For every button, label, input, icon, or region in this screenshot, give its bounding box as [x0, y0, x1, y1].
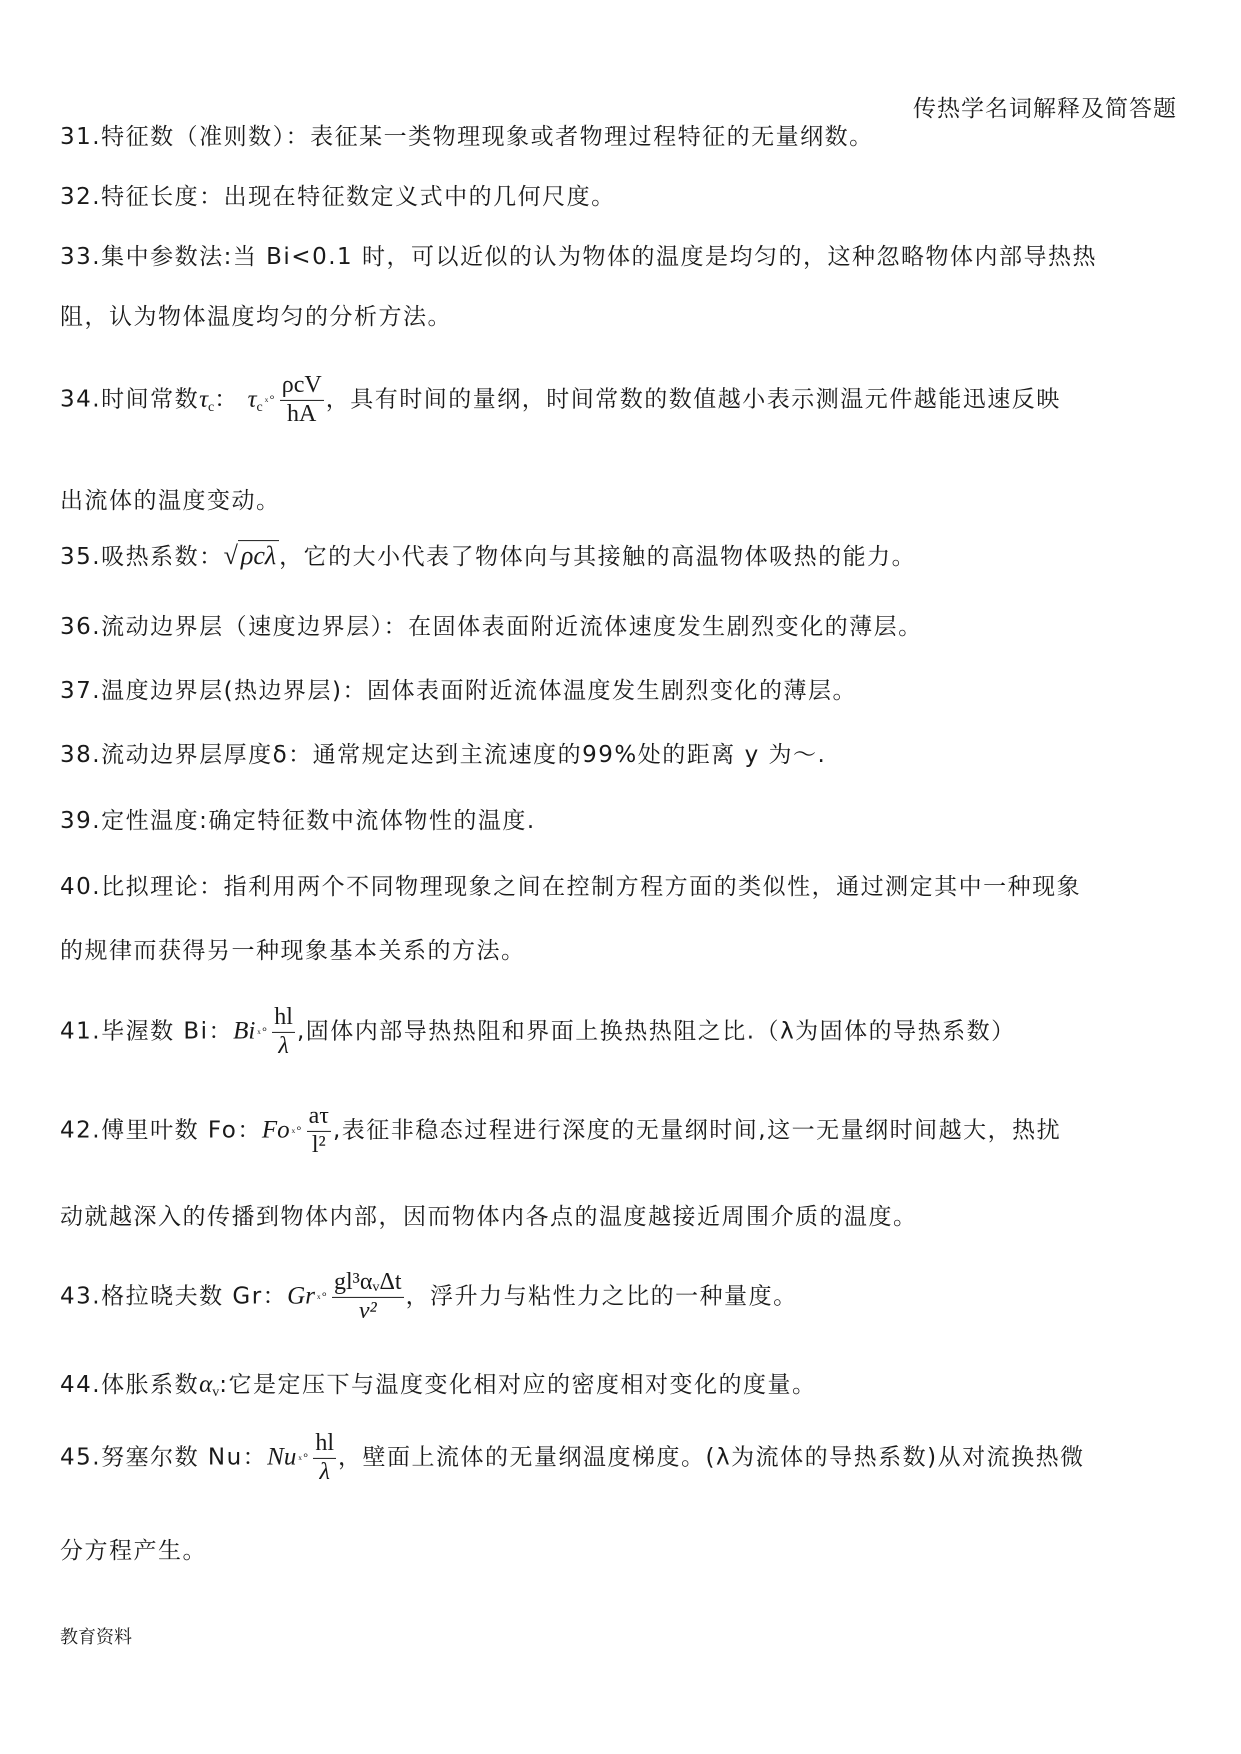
- alpha-v-symbol: $\alpha_v$: [199, 1371, 220, 1400]
- formula-time-constant: $\frac{\text{ρcV}}{hA}$: [281, 371, 322, 427]
- entry-42-prefix: 42.傅里叶数 Fo：: [60, 1117, 262, 1144]
- bi-symbol: Bi: [233, 1017, 256, 1045]
- entry-35-prefix: 35.吸热系数：: [60, 544, 224, 571]
- entry-41-prefix: 41.毕渥数 Bi：: [60, 1018, 234, 1045]
- page-header: 传热学名词解释及简答题: [913, 96, 1177, 122]
- entry-33-line2: 阻，认为物体温度均匀的分析方法。: [60, 304, 452, 330]
- entry-39: 39.定性温度:确定特征数中流体物性的温度.: [60, 808, 536, 834]
- entry-34-suffix: ，具有时间的量纲，时间常数的数值越小表示测温元件越能迅速反映: [325, 386, 1061, 413]
- entry-41: [60, 1004, 1016, 1060]
- entry-45-line1: [60, 1430, 1085, 1486]
- tau-symbol-lhs: $\tau_c$: [247, 385, 263, 415]
- entry-45-suffix: ，壁面上流体的无量纲温度梯度。(λ为流体的导热系数)从对流换热微: [338, 1444, 1085, 1471]
- entry-40-line2: 的规律而获得另一种现象基本关系的方法。: [60, 938, 526, 964]
- entry-34-line2: 出流体的温度变动。: [60, 488, 281, 514]
- equals-mark: ₓ∘: [264, 389, 276, 404]
- entry-31: 31.特征数（准则数）：表征某一类物理现象或者物理过程特征的无量纲数。: [60, 124, 874, 150]
- entry-38: 38.流动边界层厚度δ：通常规定达到主流速度的99%处的距离 y 为～.: [60, 742, 827, 768]
- gr-symbol: Gr: [287, 1282, 315, 1310]
- formula-fourier: $\frac{a\tau}{\text{l²}}$: [308, 1102, 329, 1158]
- entry-41-suffix: ,固体内部导热热阻和界面上换热热阻之比.（λ为固体的导热系数）: [296, 1018, 1016, 1045]
- entry-44-prefix: 44.体胀系数: [60, 1372, 200, 1398]
- equals-mark: ₓ∘: [298, 1447, 310, 1462]
- entry-35: [60, 538, 916, 571]
- equals-mark: ₓ∘: [257, 1021, 269, 1036]
- entry-43-prefix: 43.格拉晓夫数 Gr：: [60, 1283, 288, 1310]
- entry-40-line1: 40.比拟理论：指利用两个不同物理现象之间在控制方程方面的类似性，通过测定其中一种现象: [60, 874, 1082, 900]
- equals-mark: ₓ∘: [316, 1286, 328, 1301]
- entry-42-line1: [60, 1103, 1061, 1159]
- entry-35-suffix: ，它的大小代表了物体向与其接触的高温物体吸热的能力。: [279, 544, 917, 571]
- entry-44-suffix: :它是定压下与温度变化相对应的密度相对变化的度量。: [219, 1372, 817, 1398]
- entry-42-line2: 动就越深入的传播到物体内部，因而物体内各点的温度越接近周围介质的温度。: [60, 1204, 918, 1230]
- entry-43: [60, 1269, 798, 1325]
- entry-42-suffix: ,表征非稳态过程进行深度的无量纲时间,这一无量纲时间越大，热扰: [332, 1117, 1062, 1144]
- entry-32: 32.特征长度：出现在特征数定义式中的几何尺度。: [60, 184, 616, 210]
- fo-symbol: Fo: [261, 1116, 290, 1144]
- formula-heat-absorption: √ ρcλ: [224, 540, 280, 570]
- entry-45-line2: 分方程产生。: [60, 1538, 207, 1564]
- equals-mark: ₓ∘: [291, 1120, 303, 1135]
- entry-34-line1: 34.时间常数$\tau_c$： $\tau_c^{_x\circ}$ $\frac{\text{ρcV}}{hA}$ ，具有时间的量纲，时间常数的数值越小表示测温元件越能迅速反映: [60, 371, 1061, 427]
- formula-grashof: $\frac{\text{gl³αᵥΔt}}{\text{ν²}}$: [333, 1268, 402, 1324]
- formula-biot: $\frac{hl}{\lambda}$: [274, 1003, 293, 1059]
- nu-symbol: Nu: [267, 1443, 297, 1471]
- tau-symbol: $\tau_c$: [199, 385, 215, 415]
- entry-37: 37.温度边界层(热边界层)：固体表面附近流体温度发生剧烈变化的薄层。: [60, 678, 858, 704]
- entry-36: 36.流动边界层（速度边界层）：在固体表面附近流体速度发生剧烈变化的薄层。: [60, 614, 923, 640]
- entry-43-suffix: ，浮升力与粘性力之比的一种量度。: [405, 1283, 798, 1310]
- entry-33-line1: 33.集中参数法:当 Bi<0.1 时，可以近似的认为物体的温度是均匀的，这种忽略物体内部导热热: [60, 244, 1097, 270]
- formula-nusselt: $\frac{hl}{\lambda}$: [315, 1429, 335, 1485]
- entry-34-prefix: 34.时间常数: [60, 386, 200, 413]
- entry-44: [60, 1372, 816, 1400]
- page-footer: 教育资料: [60, 1627, 132, 1648]
- entry-45-prefix: 45.努塞尔数 Nu：: [60, 1444, 268, 1471]
